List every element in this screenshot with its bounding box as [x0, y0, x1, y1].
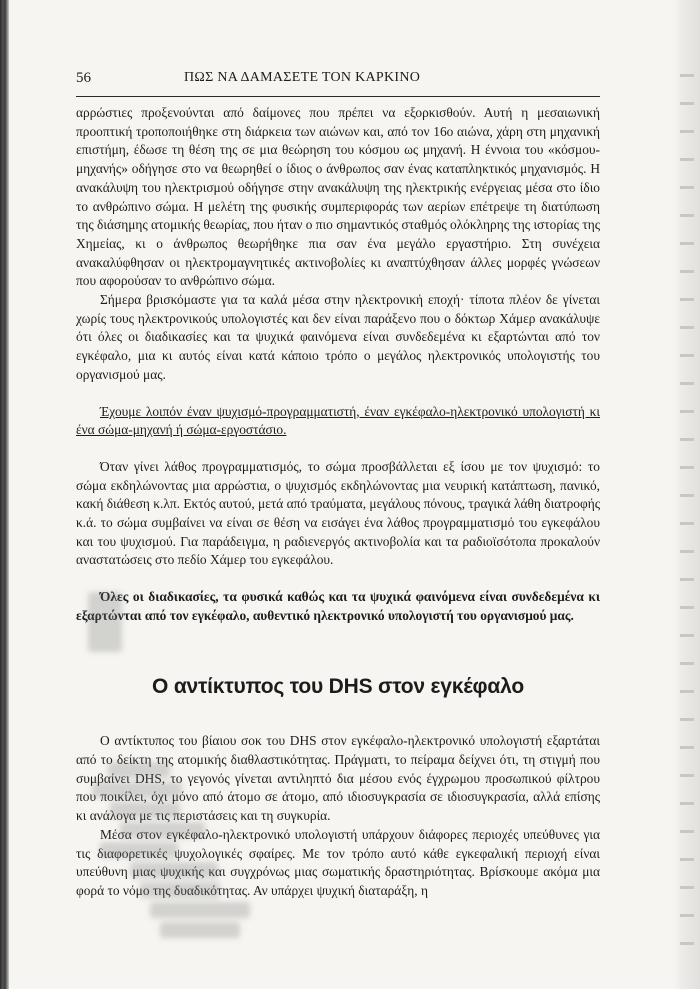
- spacer: [76, 570, 600, 588]
- section-heading: Ο αντίκτυπος του DHS στον εγκέφαλο: [152, 674, 524, 698]
- spacer: [76, 696, 600, 732]
- paragraph-3-emphasis: Έχουμε λοιπόν έναν ψυχισμό-προγραμματιστή, έναν εγκέφαλο-ηλεκτρονικό υπολογιστή κι ένα σώμα-μηχανή ή σώμα-εργοστάσιο.: [76, 403, 600, 438]
- scan-smudge: [100, 842, 178, 858]
- scan-smudge: [108, 762, 170, 778]
- page-header: [76, 70, 600, 92]
- scan-smudge: [130, 862, 218, 878]
- paragraph-1: αρρώστιες προξενούνται από δαίμονες που πρέπει να εξορκισθούν. Αυτή η μεσαιωνική προοπτική τροποποιήθηκε στη διάρκεια των αιώνων και, από τον 16ο αιώνα, χάρη στη μηχανική επιστήμη, έδωσε τη θέση της σε μια θεώρηση του κόσμου ως μηχανή. Η έννοια του «κόσμου-μηχανής» οδήγησε στο να θεωρηθεί ο ίδιος ο άνθρωπος σαν ένας καταπληκτικός μηχανισμός. Η ανακάλυψη του ηλεκτρισμού οδήγησε στην ανακάλυψη της ηλεκτρικής ενέργειας μέσα στο ίδιο το ανθρώπινο σώμα. Η μελέτη της φυσικής συμπεριφοράς των αερίων επέτρεψε τη διατύπωση της διάσημης ατομικής θεωρίας, που ήταν ο πιο σημαντικός σταθμός ολόκληρης της ιστορίας της Χημείας, κι ο άνθρωπος θεωρήθηκε πια σαν ένα μεγάλο εργαστήριο. Στη συνέχεια ανακαλύφθησαν οι ηλεκτρομαγνητικές ακτινοβολίες κι αναπτύχθησαν άλλες μορφές γνώσεων που αφορούσαν το ανθρώπινο σώμα.: [76, 105, 600, 289]
- spacer: [76, 440, 600, 458]
- spacer: [76, 626, 600, 678]
- header-rule: [76, 96, 600, 97]
- running-title: ΠΩΣ ΝΑ ΔΑΜΑΣΕΤΕ ΤΟΝ ΚΑΡΚΙΝΟ: [184, 70, 421, 85]
- scan-smudge: [92, 782, 182, 798]
- scan-smudge: [110, 802, 180, 818]
- book-binding-shadow: [0, 0, 9, 989]
- page-number: 56: [76, 70, 91, 86]
- scan-smudge: [150, 902, 250, 918]
- scan-smudge: [160, 922, 240, 938]
- paragraph-4: Όταν γίνει λάθος προγραμματισμός, το σώμα προσβάλλεται εξ ίσου με τον ψυχισμό: το σώμα εκδηλώνοντας μια αρρώστια, ο ψυχισμός εκδηλώνοντας μια νευρική κατάπτωση, πανικό, κακή διάθεση κ.λπ. Εκτός αυτού, μετά από τραύματα, μεγάλους πόνους, τραγικά λάθη διατροφής κ.ά. το σώμα συμβαίνει να είναι σε θέση να εισάγει ένα λάθος προγραμματισμό του εγκεφάλου και του ψυχισμού. Για παράδειγμα, η ραδιενεργός ακτινοβολία και τα ραδιοϊσότοπα προκαλούν αναστατώσεις στο πεδίο Χάμερ του εγκεφάλου.: [76, 458, 601, 568]
- paragraph-5-bold: Όλες οι διαδικασίες, τα φυσικά καθώς και τα ψυχικά φαινόμενα είναι συνδεδεμένα κι εξαρτώνται από τον εγκέφαλο, αυθεντικό ηλεκτρονικό υπολογιστή του οργανισμού μας.: [76, 589, 600, 623]
- paragraph-2: Σήμερα βρισκόμαστε για τα καλά μέσα στην ηλεκτρονική εποχή· τίποτα πλέον δε γίνεται χωρίς τους ηλεκτρονικούς υπολογιστές και δεν είναι παράξενο που ο δόκτωρ Χάμερ ανακάλυψε ότι όλες οι διαδικασίες και τα ψυχικά φαινόμενα είναι συνδεδεμένα κι εξαρτώνται από τον εγκέφαλο, μια κι αυτός είναι κατά κάποιο τρόπο ο μεγάλος ηλεκτρονικός υπολογιστής του οργανισμού μας.: [76, 292, 600, 382]
- spacer: [76, 385, 600, 403]
- scan-smudge: [120, 822, 205, 838]
- spiral-binding-marks: [680, 60, 694, 960]
- scan-smudge: [88, 592, 122, 652]
- paragraph-6: Ο αντίκτυπος του βίαιου σοκ του DHS στον εγκέφαλο-ηλεκτρονικό υπολογιστή εξαρτάται από το δείκτη της ατομικής διαθλαστικότητας. Πράγματι, το πείραμα δείχνει ότι, τη στιγμή που συμβαίνει DHS, το γεγονός γίνεται αντιληπτό δια μέσου ενός έγχρωμου προσωπικού φίλτρου που ποικίλει, όχι μόνο από άτομο σε άτομο, από ιδιοσυγκρασία σε ιδιοσυγκρασία, αλλά επίσης κι ανάλογα με τις περιστάσεις και τη συγκυρία.: [76, 733, 600, 824]
- paragraph-7: Μέσα στον εγκέφαλο-ηλεκτρονικό υπολογιστή υπάρχουν διάφορες περιοχές υπεύθυνες για τις διαφορετικές ψυχολογικές σφαίρες. Με τον τρόπο αυτό κάθε εγκεφαλική περιοχή είναι υπεύθυνη μιας ψυχικής και συγχρόνως μιας σωματικής δραστηριότητας. Βρίσκουμε ακόμα μια φορά το νόμο της δυαδικότητας. Αν υπάρχει ψυχική διαταράξη, η: [76, 826, 600, 898]
- scan-smudge: [140, 882, 220, 898]
